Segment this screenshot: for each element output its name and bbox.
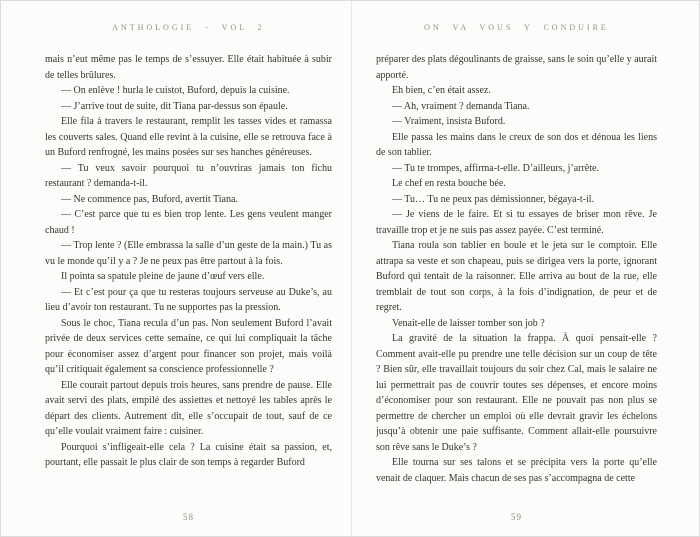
page-number-left: 58 [182,512,194,522]
paragraph: mais n’eut même pas le temps de s’essuyer. Elle était habituée à subir de telles brûlures. [45,54,332,81]
paragraph: Elle courait partout depuis trois heures, sans prendre de pause. Elle avait servi des plats, empilé des assiettes et nettoyé les tables après le départ des clients. Autrement dit, elle s’occupait de tout, sauf de ce qu’elle voulait vraiment faire : cuisiner. [45,379,332,437]
page-number-right: 59 [510,512,522,522]
paragraph: Tiana roula son tablier en boule et le jeta sur le comptoir. Elle attrapa sa veste et son chapeau, puis se dirigea vers la porte, ignorant Buford qui tentait de la raisonner. Elle arriva au bout de la rue, elle tremblait de tout son corps, à la fois d’indignation, de peur et de regret. [375,240,657,313]
paragraph: Il pointa sa spatule pleine de jaune d’œuf vers elle. [61,271,265,282]
paragraph: — Tu veux savoir pourquoi tu n’ouvriras jamais ton fichu restaurant ? demanda-t-il. [45,162,332,189]
paragraph: Venait-elle de laisser tomber son job ? [391,317,545,329]
page-right [350,1,699,536]
paragraph: — Tu te trompes, affirma-t-elle. D’ailleurs, j’arrête. [391,162,599,174]
running-header-right: ON VA VOUS Y CONDUIRE [424,23,609,32]
paragraph: — J’arrive tout de suite, dit Tiana par-dessus son épaule. [61,100,288,112]
paragraph: Elle fila à travers le restaurant, remplit les tasses vides et ramassa les couverts sales. Quand elle revint à la cuisine, elle se retrouva face à un Buford renfrogné, les mains posées sur ses hanches généreuses. [45,116,332,158]
page-left [1,1,350,536]
paragraph: Elle passa les mains dans le creux de son dos et dénoua les liens de son tablier. [375,131,657,158]
running-header-left: ANTHOLOGIE - VOL 2 [112,23,265,32]
paragraph: — Ne commence pas, Buford, avertit Tiana. [61,193,238,205]
paragraph: Sous le choc, Tiana recula d’un pas. Non seulement Buford l’avait privée de deux services cette semaine, ce qui lui compliquait la tâche pour économiser assez d’argent pour financer son projet, mais voilà qu’il critiquait également sa conscience professionnelle ? [45,317,332,375]
paragraph: — Je viens de le faire. Et si tu essayes de briser mon rêve. Je travaille trop et je ne suis pas assez payée. C’est terminé. [375,209,657,236]
paragraph: La gravité de la situation la frappa. À quoi pensait-elle ? Comment avait-elle pu prendre une telle décision sur un coup de tête ? Bien sûr, elle travaillait toujours du soir chez Cal, mais le salaire ne lui permettrait pas de couvrir toutes ses dépenses, et encore moins d’économiser pour son restaurant. Elle ne pouvait pas non plus se permettre de chercher un emploi où elle devrait gravir les échelons jusqu’à obtenir une paie suffisante. Comment allait-elle poursuivre son rêve sans le Duke’s ? [375,333,657,453]
page-right-body [376,52,657,506]
paragraph: — C’est parce que tu es bien trop lente. Les gens veulent manger chaud ! [45,209,332,236]
page-left-body [45,52,332,506]
paragraph: préparer des plats dégoulinants de graisse, sans le soin qu’elle y aurait apporté. [375,54,657,81]
paragraph: — Tu… Tu ne peux pas démissionner, bégaya-t-il. [391,193,595,205]
paragraph: Le chef en resta bouche bée. [391,178,506,189]
paragraph: Elle tourna sur ses talons et se précipita vers la porte qu’elle venait de claquer. Mais chacun de ses pas s’accompagna de cette [375,457,657,484]
paragraph: — On enlève ! hurla le cuistot, Buford, depuis la cuisine. [61,85,290,96]
paragraph: — Et c’est pour ça que tu resteras toujours serveuse au Duke’s, au lieu d’avoir ton restaurant. Tu ne supportes pas la pression. [45,286,332,313]
paragraph: — Vraiment, insista Buford. [391,116,506,127]
paragraph: — Ah, vraiment ? demanda Tiana. [391,100,530,112]
page-divider [351,1,352,536]
paragraph: Pourquoi s’infligeait-elle cela ? La cuisine était sa passion, et, pourtant, elle passait le plus clair de son temps à regarder Buford [45,441,332,468]
paragraph: Eh bien, c’en était assez. [391,85,491,96]
paragraph: — Trop lente ? (Elle embrassa la salle d’un geste de la main.) Tu as vu le monde qu’il y a ? Je ne peux pas être partout à la fois. [45,240,332,267]
